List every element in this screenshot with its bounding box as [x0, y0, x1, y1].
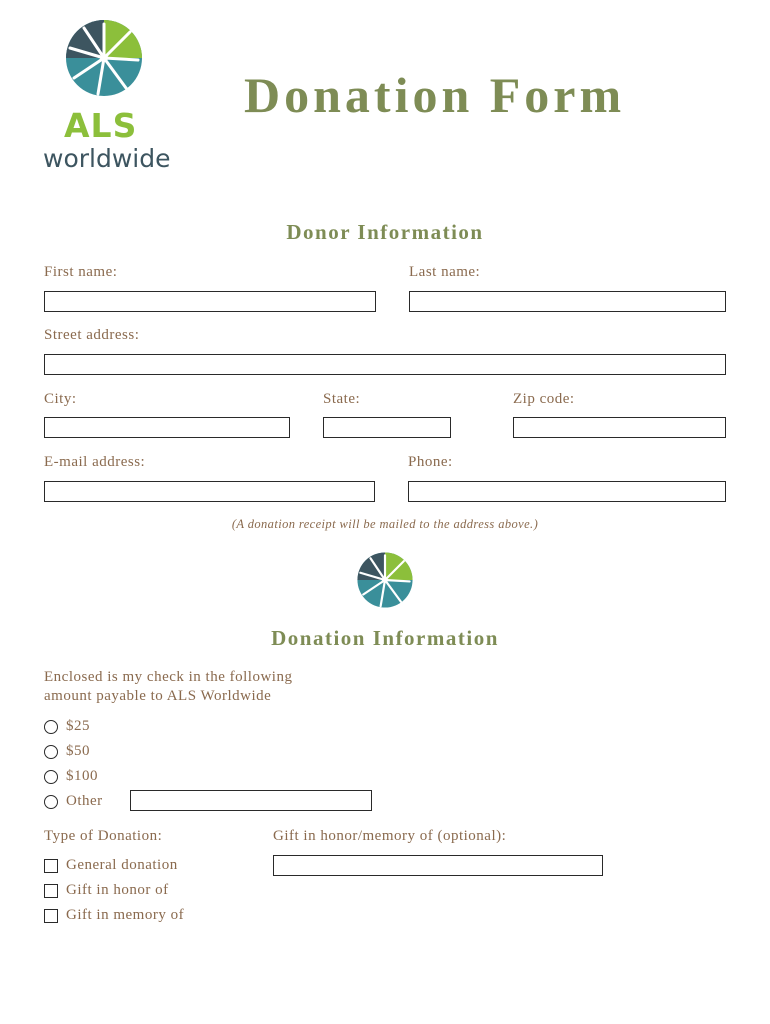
amount-100-label: $100 — [66, 768, 98, 784]
first-name-field[interactable] — [44, 291, 376, 312]
receipt-note: (A donation receipt will be mailed to the address above.) — [231, 517, 539, 531]
first-name-label: First name: — [44, 264, 118, 280]
amount-other-radio[interactable] — [44, 795, 58, 809]
general-donation-label: General donation — [66, 857, 178, 873]
donation-intro-line1: Enclosed is my check in the following — [44, 669, 293, 685]
page-title: Donation Form — [244, 67, 626, 123]
state-label: State: — [323, 391, 361, 407]
email-field[interactable] — [44, 481, 375, 502]
city-label: City: — [44, 391, 77, 407]
donor-info-heading: Donor Information — [286, 220, 484, 244]
other-amount-field[interactable] — [130, 790, 372, 811]
phone-label: Phone: — [408, 454, 453, 470]
gift-honor-memory-field[interactable] — [273, 855, 603, 876]
gift-in-honor-checkbox[interactable] — [44, 884, 58, 898]
donation-type-label: Type of Donation: — [44, 828, 163, 844]
street-address-field[interactable] — [44, 354, 726, 375]
gift-in-memory-label: Gift in memory of — [66, 907, 185, 923]
general-donation-checkbox[interactable] — [44, 859, 58, 873]
logo-als-text: ALS — [64, 106, 138, 145]
gift-honor-memory-label: Gift in honor/memory of (optional): — [273, 828, 507, 844]
street-address-label: Street address: — [44, 327, 140, 343]
amount-25-label: $25 — [66, 718, 90, 734]
amount-other-label: Other — [66, 793, 103, 809]
gift-in-memory-checkbox[interactable] — [44, 909, 58, 923]
logo-worldwide-text: worldwide — [43, 144, 171, 173]
zip-code-label: Zip code: — [513, 391, 575, 407]
amount-100-radio[interactable] — [44, 770, 58, 784]
zip-code-field[interactable] — [513, 417, 726, 438]
donation-info-heading: Donation Information — [271, 626, 499, 650]
amount-50-label: $50 — [66, 743, 90, 759]
donation-intro-line2: amount payable to ALS Worldwide — [44, 688, 272, 704]
city-field[interactable] — [44, 417, 290, 438]
email-label: E-mail address: — [44, 454, 146, 470]
gift-in-honor-label: Gift in honor of — [66, 882, 169, 898]
amount-50-radio[interactable] — [44, 745, 58, 759]
last-name-field[interactable] — [409, 291, 726, 312]
last-name-label: Last name: — [409, 264, 481, 280]
als-logo-icon — [64, 18, 144, 98]
phone-field[interactable] — [408, 481, 726, 502]
state-field[interactable] — [323, 417, 451, 438]
amount-25-radio[interactable] — [44, 720, 58, 734]
als-emblem-icon — [356, 551, 414, 609]
